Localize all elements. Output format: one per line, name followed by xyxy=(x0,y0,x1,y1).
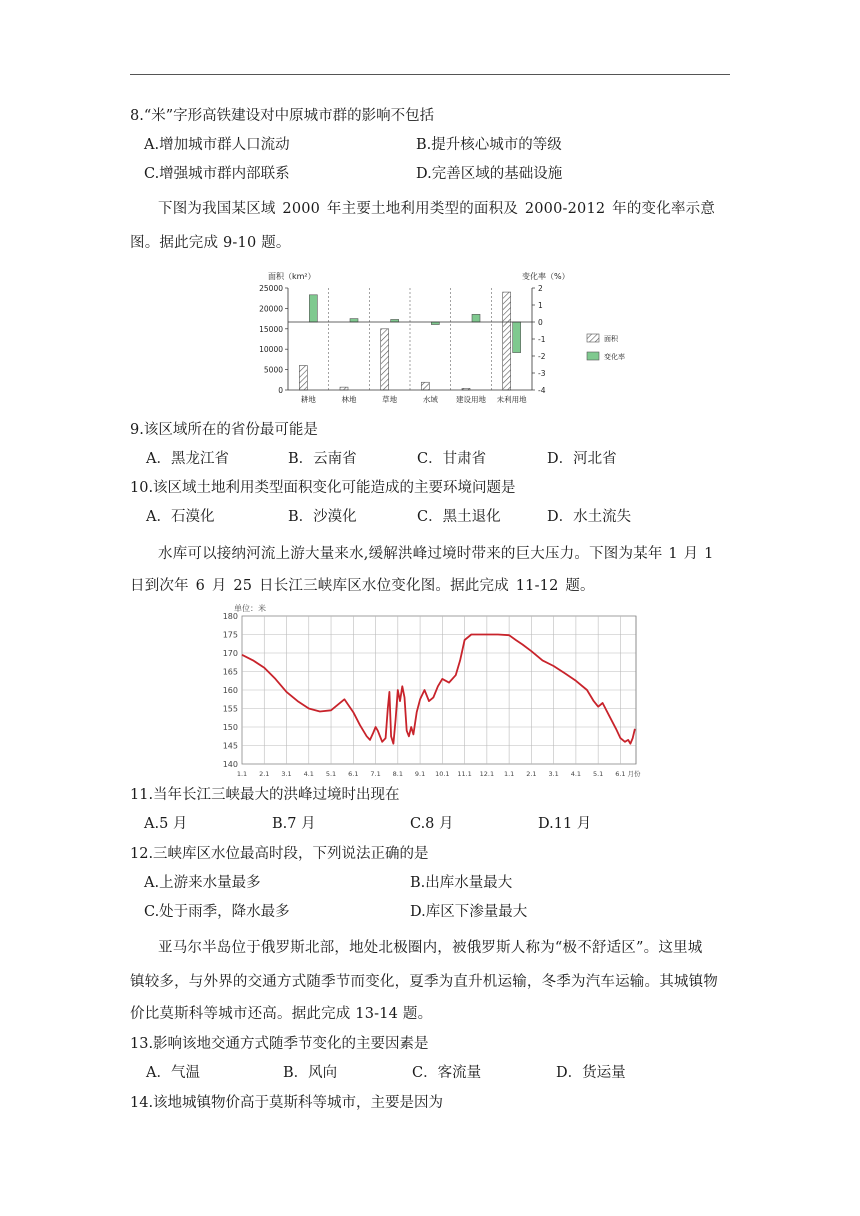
y-tick-label: 145 xyxy=(222,741,238,751)
question-8-option-d: D.完善区域的基础设施 xyxy=(416,166,563,182)
y-tick-label: 150 xyxy=(222,723,238,732)
question-11-option-c: C.8 月 xyxy=(410,816,454,832)
rate-bar xyxy=(513,322,521,353)
legend-rate-swatch xyxy=(587,352,599,360)
question-12-option-a: A.上游来水量最多 xyxy=(144,875,261,891)
question-10-option-c: C．黑土退化 xyxy=(417,509,501,525)
x-tick-label: 11.1 xyxy=(457,770,472,778)
intro-13-14-line1: 亚马尔半岛位于俄罗斯北部，地处北极圈内，被俄罗斯人称为“极不舒适区”。这里城 xyxy=(158,940,703,956)
area-bar xyxy=(340,387,348,390)
question-12-option-d: D.库区下渗量最大 xyxy=(410,904,528,920)
category-label: 耕地 xyxy=(300,395,316,404)
x-tick-label: 1.1 xyxy=(503,770,515,778)
right-tick-label: 1 xyxy=(538,301,543,310)
category-label: 水域 xyxy=(422,395,438,404)
water-level-chart xyxy=(222,600,658,784)
left-tick-label: 25000 xyxy=(259,284,283,293)
x-tick-label: 1.1 xyxy=(236,770,248,778)
question-9-option-d: D．河北省 xyxy=(547,451,617,467)
question-9-option-c: C．甘肃省 xyxy=(417,451,487,467)
x-tick-label: 6.1 xyxy=(348,770,359,778)
intro-13-14-line3: 价比莫斯科等城市还高。据此完成 13-14 题。 xyxy=(130,1006,433,1022)
y-tick-label: 140 xyxy=(222,760,238,769)
question-12-option-c: C.处于雨季，降水最多 xyxy=(144,904,290,920)
right-tick-label: -2 xyxy=(538,352,546,361)
category-label: 建设用地 xyxy=(456,395,486,404)
header-rule xyxy=(130,74,730,75)
right-tick-label: 2 xyxy=(538,284,543,293)
question-13-stem: 13.影响该地交通方式随季节变化的主要因素是 xyxy=(130,1036,429,1052)
left-tick-label: 20000 xyxy=(259,304,283,314)
legend-area-swatch xyxy=(587,334,599,342)
land-use-chart xyxy=(250,268,630,410)
right-tick-label: -4 xyxy=(538,386,546,395)
question-11-option-d: D.11 月 xyxy=(538,816,592,832)
y-tick-label: 175 xyxy=(222,630,238,640)
x-unit-label: 月份 xyxy=(627,770,641,778)
question-9-stem: 9.该区域所在的省份最可能是 xyxy=(130,422,318,438)
left-tick-label: 0 xyxy=(278,386,283,395)
area-bar xyxy=(299,366,307,390)
left-tick-label: 5000 xyxy=(263,365,283,375)
question-8-option-b: B.提升核心城市的等级 xyxy=(416,137,562,153)
x-tick-label: 8.1 xyxy=(392,770,403,778)
water-unit-label: 单位：米 xyxy=(234,604,266,613)
question-12-stem: 12.三峡库区水位最高时段，下列说法正确的是 xyxy=(130,846,429,862)
x-tick-label: 5.1 xyxy=(325,770,337,778)
y-tick-label: 180 xyxy=(222,612,238,621)
category-label: 未利用地 xyxy=(496,395,527,404)
x-tick-label: 12.1 xyxy=(479,770,495,778)
area-bar xyxy=(381,329,389,390)
question-11-option-a: A.5 月 xyxy=(144,816,188,832)
rate-bar xyxy=(350,319,358,322)
right-tick-label: -3 xyxy=(538,369,546,378)
left-axis-label: 面积（km²） xyxy=(268,272,316,281)
right-tick-label: -1 xyxy=(538,335,546,344)
left-tick-label: 10000 xyxy=(259,345,283,355)
x-tick-label: 3.1 xyxy=(548,770,559,778)
question-8-stem: 8.“米”字形高铁建设对中原城市群的影响不包括 xyxy=(130,108,435,124)
question-10-stem: 10.该区域土地利用类型面积变化可能造成的主要环境问题是 xyxy=(130,480,516,496)
question-13-option-b: B．风向 xyxy=(283,1065,338,1081)
y-tick-label: 170 xyxy=(222,649,238,658)
question-13-option-d: D．货运量 xyxy=(556,1065,626,1081)
intro-13-14-line2: 镇较多，与外界的交通方式随季节而变化，夏季为直升机运输，冬季为汽车运输。其城镇物 xyxy=(130,974,718,990)
category-label: 林地 xyxy=(341,395,357,404)
question-8-option-c: C.增强城市群内部联系 xyxy=(144,166,290,182)
question-13-option-c: C．客流量 xyxy=(412,1065,482,1081)
question-11-option-b: B.7 月 xyxy=(272,816,316,832)
y-tick-label: 165 xyxy=(222,667,238,677)
right-axis-label: 变化率（%） xyxy=(522,272,570,281)
legend-rate-label: 变化率 xyxy=(604,353,625,361)
x-tick-label: 7.1 xyxy=(370,770,381,778)
question-10-option-d: D．水土流失 xyxy=(547,509,632,525)
question-12-option-b: B.出库水量最大 xyxy=(410,875,513,891)
intro-9-10-line1: 下图为我国某区域 2000 年主要土地利用类型的面积及 2000-2012 年的变化率示意 xyxy=(158,201,716,217)
rate-bar xyxy=(309,295,317,322)
rate-bar xyxy=(472,314,480,322)
right-tick-label: 0 xyxy=(538,318,543,327)
intro-11-12-line1: 水库可以接纳河流上游大量来水,缓解洪峰过境时带来的巨大压力。下图为某年 1 月 1 xyxy=(158,546,714,562)
question-9-option-b: B．云南省 xyxy=(288,451,357,467)
question-11-stem: 11.当年长江三峡最大的洪峰过境时出现在 xyxy=(130,787,400,803)
x-tick-label: 2.1 xyxy=(259,770,270,778)
x-tick-label: 9.1 xyxy=(414,770,426,778)
y-tick-label: 155 xyxy=(222,704,238,714)
legend-area-label: 面积 xyxy=(604,335,618,343)
x-tick-label: 4.1 xyxy=(303,770,314,778)
y-tick-label: 160 xyxy=(222,686,238,695)
question-8-option-a: A.增加城市群人口流动 xyxy=(144,137,290,153)
x-tick-label: 6.1 xyxy=(615,770,626,778)
area-bar xyxy=(503,292,511,390)
question-10-option-a: A．石漠化 xyxy=(146,509,215,525)
question-14-stem: 14.该地城镇物价高于莫斯科等城市，主要是因为 xyxy=(130,1095,444,1111)
x-tick-label: 4.1 xyxy=(570,770,582,778)
intro-9-10-line2: 图。据此完成 9-10 题。 xyxy=(130,235,291,251)
x-tick-label: 5.1 xyxy=(592,770,604,778)
left-tick-label: 15000 xyxy=(259,324,283,334)
question-9-option-a: A．黑龙江省 xyxy=(146,451,229,467)
category-label: 草地 xyxy=(382,395,398,404)
x-tick-label: 2.1 xyxy=(526,770,537,778)
x-tick-label: 3.1 xyxy=(281,770,292,778)
question-10-option-b: B．沙漠化 xyxy=(288,509,357,525)
area-bar xyxy=(421,382,429,390)
question-13-option-a: A．气温 xyxy=(146,1065,200,1081)
intro-11-12-line2: 日到次年 6 月 25 日长江三峡库区水位变化图。据此完成 11-12 题。 xyxy=(130,578,595,594)
x-tick-label: 10.1 xyxy=(435,770,450,778)
